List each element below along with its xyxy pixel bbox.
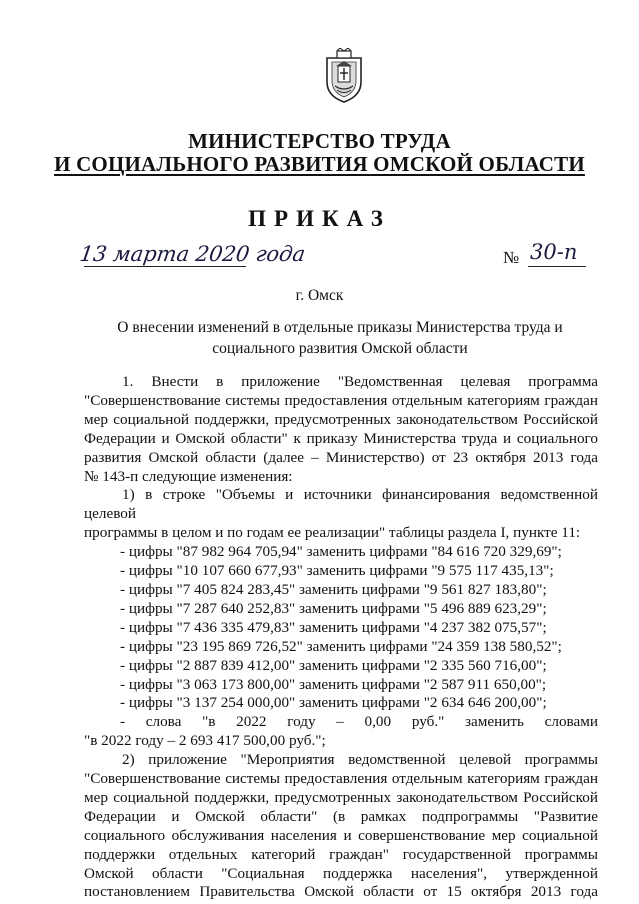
body-line: поддержки отдельных категорий граждан" государственной программы [84, 845, 598, 863]
body-line: 1. Внести в приложение "Ведомственная целевая программа [122, 373, 598, 390]
body-line: - цифры "7 436 335 479,83" заменить цифрами "4 237 382 075,57"; [120, 618, 547, 636]
body-line: "в 2022 году – 2 693 417 500,00 руб."; [84, 732, 326, 750]
body-line: - цифры "7 405 824 283,45" заменить цифрами "9 561 827 183,80"; [120, 580, 547, 598]
date-underline [84, 266, 246, 267]
body-line: - цифры "3 137 254 000,00" заменить цифрами "2 634 646 200,00"; [120, 694, 547, 712]
body-line: 2) приложение "Мероприятия ведомственной целевой программы [122, 751, 598, 769]
body-line: - цифры "87 982 964 705,94" заменить цифрами "84 616 720 329,69"; [120, 543, 562, 561]
body-line: постановлением Правительства Омской области от 15 октября 2013 года [84, 883, 598, 901]
order-title: ПРИКАЗ [248, 206, 391, 231]
body-line: - цифры "23 195 869 726,52" заменить цифрами "24 359 138 580,52"; [120, 637, 562, 655]
body-line: - цифры "10 107 660 677,93" заменить цифрами "9 575 117 435,13"; [120, 562, 554, 580]
body-line: Омской области "Социальная поддержка населения", утвержденной [84, 864, 598, 882]
subject-line: социального развития Омской области [212, 340, 468, 357]
body-line: 1) в строке "Объемы и источники финансирования ведомственной целевой [84, 486, 598, 523]
body-line: - цифры "7 287 640 252,83" заменить цифрами "5 496 889 623,29"; [120, 599, 547, 617]
body-line: Федерации и Омской области" к приказу Министерства труда и социального [84, 429, 598, 447]
body-line: - цифры "3 063 173 800,00" заменить цифрами "2 587 911 650,00"; [120, 675, 547, 693]
number-underline [528, 266, 586, 267]
order-body [84, 373, 598, 902]
body-line: - цифры "2 887 839 412,00" заменить цифрами "2 335 560 716,00"; [120, 656, 547, 674]
body-line: "Совершенствование системы предоставления отдельным категориям граждан [84, 391, 598, 409]
order-number-label: № [503, 248, 520, 267]
body-line: "Совершенствование системы предоставления отдельным категориям граждан [84, 770, 598, 788]
ministry-name-line-2 [0, 151, 639, 177]
order-number-handwritten: 30-п [530, 240, 578, 264]
body-line: мер социальной поддержки, предусмотренных законодательством Российской [84, 788, 598, 806]
body-line: социального обслуживания населения и совершенствование мер социальной [84, 826, 598, 844]
body-line: мер социальной поддержки, предусмотренных законодательством Российской [84, 410, 598, 428]
body-line: № 143-п следующие изменения: [84, 467, 293, 485]
body-line: Федерации и Омской области" (в рамках подпрограммы "Развитие [84, 807, 598, 825]
body-line: развития Омской области (далее – Министерство) от 23 октября 2013 года [84, 448, 598, 466]
subject-line: О внесении изменений в отдельные приказы Министерства труда и [117, 319, 563, 336]
body-line: - слова "в 2022 году – 0,00 руб." заменить словами [120, 713, 598, 731]
order-city: г. Омск [295, 287, 344, 304]
ministry-name-line-2-text: И СОЦИАЛЬНОГО РАЗВИТИЯ ОМСКОЙ ОБЛАСТИ [54, 152, 585, 176]
body-line: программы в целом и по годам ее реализации" таблицы раздела I, пункте 11: [84, 524, 581, 542]
omsk-coat-of-arms-icon [323, 48, 365, 104]
order-subject [100, 317, 580, 359]
order-date-handwritten: 13 марта 2020 года [78, 242, 307, 266]
ministry-name-line-1: МИНИСТЕРСТВО ТРУДА [188, 129, 451, 153]
